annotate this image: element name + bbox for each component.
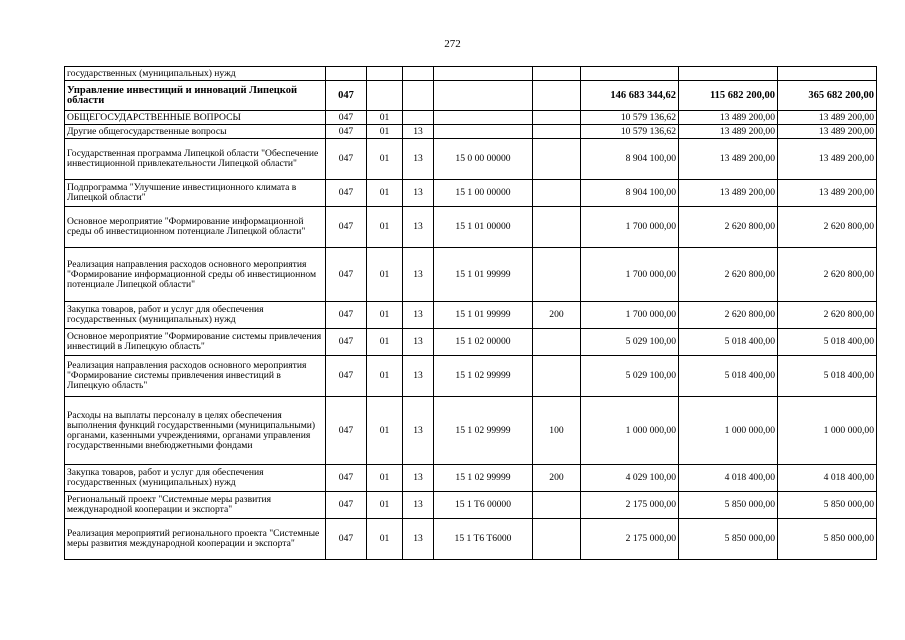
cell-amount-year-3: 5 850 000,00 <box>778 519 877 560</box>
cell-amount-year-3: 13 489 200,00 <box>778 180 877 207</box>
cell-expense-type <box>533 519 581 560</box>
cell-target-article: 15 1 01 99999 <box>434 248 533 302</box>
cell-section: 01 <box>367 125 403 139</box>
cell-subsection: 13 <box>403 139 434 180</box>
budget-table <box>64 66 877 560</box>
cell-subsection <box>403 111 434 125</box>
cell-ministry-code: 047 <box>326 329 367 356</box>
cell-amount-year-2: 13 489 200,00 <box>679 180 778 207</box>
cell-amount-year-1: 1 700 000,00 <box>581 207 679 248</box>
cell-subsection: 13 <box>403 125 434 139</box>
cell-name: Региональный проект "Системные меры развития международной кооперации и экспорта" <box>65 492 326 519</box>
cell-amount-year-3: 5 018 400,00 <box>778 356 877 397</box>
cell-target-article: 15 1 T6 00000 <box>434 492 533 519</box>
table-row <box>65 519 877 560</box>
cell-section: 01 <box>367 111 403 125</box>
cell-section: 01 <box>367 356 403 397</box>
cell-amount-year-2 <box>679 67 778 81</box>
page-number: 272 <box>444 38 461 50</box>
cell-target-article <box>434 67 533 81</box>
cell-name: Управление инвестиций и инноваций Липецкой области <box>65 81 326 111</box>
table-row <box>65 111 877 125</box>
cell-ministry-code: 047 <box>326 125 367 139</box>
cell-target-article: 15 0 00 00000 <box>434 139 533 180</box>
cell-amount-year-1: 2 175 000,00 <box>581 492 679 519</box>
cell-name: Подпрограмма "Улучшение инвестиционного климата в Липецкой области" <box>65 180 326 207</box>
cell-ministry-code: 047 <box>326 111 367 125</box>
cell-amount-year-2: 115 682 200,00 <box>679 81 778 111</box>
cell-section: 01 <box>367 492 403 519</box>
cell-target-article: 15 1 01 99999 <box>434 302 533 329</box>
cell-subsection <box>403 67 434 81</box>
cell-ministry-code: 047 <box>326 519 367 560</box>
cell-amount-year-2: 5 018 400,00 <box>679 356 778 397</box>
cell-amount-year-3: 5 018 400,00 <box>778 329 877 356</box>
cell-amount-year-3: 365 682 200,00 <box>778 81 877 111</box>
cell-amount-year-3: 13 489 200,00 <box>778 139 877 180</box>
cell-subsection: 13 <box>403 397 434 465</box>
cell-expense-type <box>533 180 581 207</box>
cell-target-article <box>434 111 533 125</box>
cell-amount-year-2: 1 000 000,00 <box>679 397 778 465</box>
table-row <box>65 180 877 207</box>
cell-expense-type <box>533 356 581 397</box>
cell-amount-year-2: 5 850 000,00 <box>679 519 778 560</box>
cell-amount-year-3 <box>778 67 877 81</box>
table-body <box>65 67 877 560</box>
cell-subsection: 13 <box>403 329 434 356</box>
cell-ministry-code: 047 <box>326 248 367 302</box>
cell-subsection: 13 <box>403 519 434 560</box>
cell-ministry-code: 047 <box>326 302 367 329</box>
cell-target-article <box>434 125 533 139</box>
cell-amount-year-1: 5 029 100,00 <box>581 356 679 397</box>
cell-section: 01 <box>367 248 403 302</box>
cell-expense-type <box>533 492 581 519</box>
cell-name: Основное мероприятие "Формирование информационной среды об инвестиционном потенциале Липецкой области" <box>65 207 326 248</box>
cell-name: Другие общегосударственные вопросы <box>65 125 326 139</box>
cell-section: 01 <box>367 519 403 560</box>
cell-target-article: 15 1 02 00000 <box>434 329 533 356</box>
cell-amount-year-3: 2 620 800,00 <box>778 302 877 329</box>
cell-section: 01 <box>367 139 403 180</box>
table-row <box>65 302 877 329</box>
cell-target-article: 15 1 00 00000 <box>434 180 533 207</box>
table-row <box>65 81 877 111</box>
cell-ministry-code: 047 <box>326 81 367 111</box>
cell-amount-year-1: 1 700 000,00 <box>581 248 679 302</box>
cell-amount-year-1: 1 000 000,00 <box>581 397 679 465</box>
cell-target-article <box>434 81 533 111</box>
table-row <box>65 125 877 139</box>
cell-amount-year-3: 1 000 000,00 <box>778 397 877 465</box>
cell-section: 01 <box>367 465 403 492</box>
cell-expense-type: 100 <box>533 397 581 465</box>
cell-expense-type <box>533 139 581 180</box>
cell-ministry-code: 047 <box>326 397 367 465</box>
cell-expense-type: 200 <box>533 465 581 492</box>
cell-subsection: 13 <box>403 248 434 302</box>
cell-name: Закупка товаров, работ и услуг для обеспечения государственных (муниципальных) нужд <box>65 465 326 492</box>
cell-expense-type <box>533 248 581 302</box>
cell-amount-year-3: 4 018 400,00 <box>778 465 877 492</box>
cell-section: 01 <box>367 397 403 465</box>
cell-amount-year-1: 4 029 100,00 <box>581 465 679 492</box>
table-row <box>65 356 877 397</box>
cell-expense-type <box>533 67 581 81</box>
cell-ministry-code: 047 <box>326 356 367 397</box>
cell-amount-year-1: 146 683 344,62 <box>581 81 679 111</box>
cell-name: Расходы на выплаты персоналу в целях обеспечения выполнения функций государственными (муниципальными) органами, казенными учреждениями, органами управления государственными внебюджетными фондами <box>65 397 326 465</box>
cell-amount-year-3: 5 850 000,00 <box>778 492 877 519</box>
cell-target-article: 15 1 02 99999 <box>434 356 533 397</box>
cell-target-article: 15 1 T6 T6000 <box>434 519 533 560</box>
cell-amount-year-1: 10 579 136,62 <box>581 125 679 139</box>
cell-name: Закупка товаров, работ и услуг для обеспечения государственных (муниципальных) нужд <box>65 302 326 329</box>
cell-ministry-code: 047 <box>326 465 367 492</box>
cell-amount-year-1: 1 700 000,00 <box>581 302 679 329</box>
table-row <box>65 248 877 302</box>
cell-amount-year-2: 4 018 400,00 <box>679 465 778 492</box>
cell-name: Реализация направления расходов основного мероприятия "Формирование системы привлечения инвестиций в Липецкую область" <box>65 356 326 397</box>
cell-target-article: 15 1 01 00000 <box>434 207 533 248</box>
table-row <box>65 465 877 492</box>
cell-ministry-code: 047 <box>326 207 367 248</box>
cell-name: Реализация мероприятий регионального проекта "Системные меры развития международной кооперации и экспорта" <box>65 519 326 560</box>
cell-ministry-code: 047 <box>326 492 367 519</box>
cell-amount-year-2: 5 850 000,00 <box>679 492 778 519</box>
cell-expense-type <box>533 329 581 356</box>
cell-subsection: 13 <box>403 465 434 492</box>
cell-expense-type <box>533 81 581 111</box>
cell-amount-year-2: 2 620 800,00 <box>679 248 778 302</box>
cell-amount-year-1: 2 175 000,00 <box>581 519 679 560</box>
cell-amount-year-3: 2 620 800,00 <box>778 207 877 248</box>
cell-subsection: 13 <box>403 492 434 519</box>
cell-amount-year-2: 13 489 200,00 <box>679 139 778 180</box>
cell-amount-year-2: 2 620 800,00 <box>679 207 778 248</box>
cell-target-article: 15 1 02 99999 <box>434 397 533 465</box>
cell-amount-year-3: 2 620 800,00 <box>778 248 877 302</box>
cell-expense-type <box>533 111 581 125</box>
cell-amount-year-2: 13 489 200,00 <box>679 125 778 139</box>
table-row <box>65 329 877 356</box>
cell-amount-year-2: 5 018 400,00 <box>679 329 778 356</box>
cell-subsection: 13 <box>403 207 434 248</box>
cell-amount-year-1 <box>581 67 679 81</box>
cell-name: Реализация направления расходов основного мероприятия "Формирование информационной среды об инвестиционном потенциале Липецкой области" <box>65 248 326 302</box>
cell-amount-year-3: 13 489 200,00 <box>778 125 877 139</box>
cell-subsection <box>403 81 434 111</box>
cell-subsection: 13 <box>403 356 434 397</box>
cell-target-article: 15 1 02 99999 <box>434 465 533 492</box>
table-row <box>65 397 877 465</box>
cell-section: 01 <box>367 329 403 356</box>
cell-amount-year-1: 10 579 136,62 <box>581 111 679 125</box>
table-row <box>65 67 877 81</box>
cell-section: 01 <box>367 180 403 207</box>
cell-expense-type <box>533 207 581 248</box>
cell-amount-year-2: 13 489 200,00 <box>679 111 778 125</box>
table-row <box>65 492 877 519</box>
cell-subsection: 13 <box>403 302 434 329</box>
cell-section <box>367 81 403 111</box>
cell-name: ОБЩЕГОСУДАРСТВЕННЫЕ ВОПРОСЫ <box>65 111 326 125</box>
cell-expense-type: 200 <box>533 302 581 329</box>
cell-name: Основное мероприятие "Формирование системы привлечения инвестиций в Липецкую область" <box>65 329 326 356</box>
cell-ministry-code <box>326 67 367 81</box>
cell-section: 01 <box>367 302 403 329</box>
cell-amount-year-2: 2 620 800,00 <box>679 302 778 329</box>
cell-name: Государственная программа Липецкой области "Обеспечение инвестиционной привлекательности Липецкой области" <box>65 139 326 180</box>
cell-amount-year-1: 5 029 100,00 <box>581 329 679 356</box>
cell-section: 01 <box>367 207 403 248</box>
cell-amount-year-1: 8 904 100,00 <box>581 139 679 180</box>
cell-amount-year-3: 13 489 200,00 <box>778 111 877 125</box>
cell-name: государственных (муниципальных) нужд <box>65 67 326 81</box>
cell-ministry-code: 047 <box>326 180 367 207</box>
table-row <box>65 207 877 248</box>
cell-amount-year-1: 8 904 100,00 <box>581 180 679 207</box>
cell-subsection: 13 <box>403 180 434 207</box>
table-row <box>65 139 877 180</box>
cell-expense-type <box>533 125 581 139</box>
cell-ministry-code: 047 <box>326 139 367 180</box>
cell-section <box>367 67 403 81</box>
